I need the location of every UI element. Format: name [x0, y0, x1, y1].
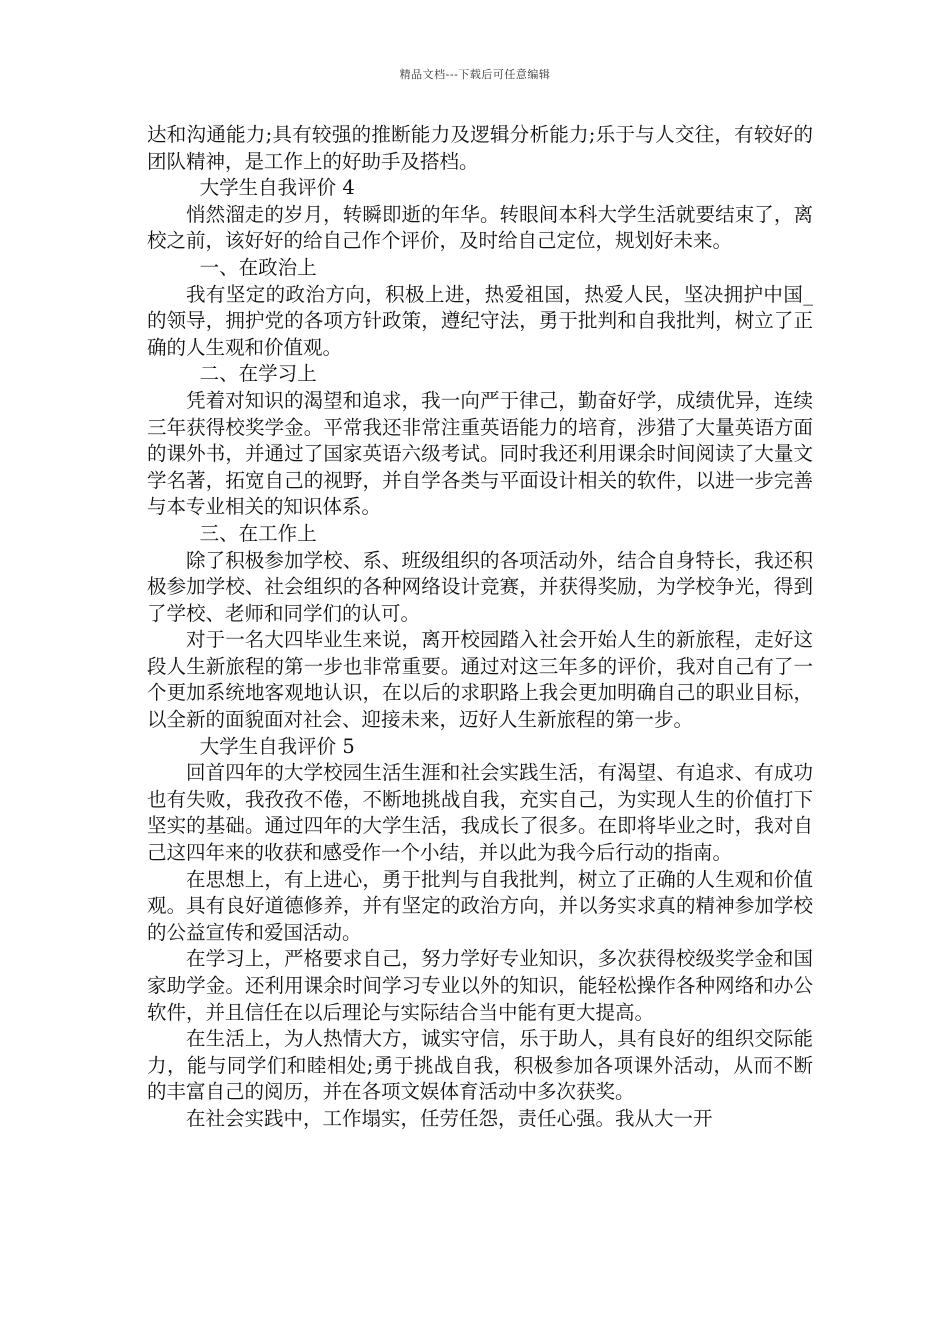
paragraph: 除了积极参加学校、系、班级组织的各项活动外，结合自身特长，我还积极参加学校、社会组织的各种网络设计竞赛，并获得奖励，为学校争光，得到了学校、老师和同学们的认可。 [147, 548, 813, 625]
paragraph: 在生活上，为人热情大方，诚实守信，乐于助人，具有良好的组织交际能力，能与同学们和睦相处;勇于挑战自我，积极参加各项课外活动，从而不断的丰富自己的阅历，并在各项文娱体育活动中多次获奖。 [147, 1027, 813, 1104]
document-body [147, 122, 813, 1133]
paragraph: 我有坚定的政治方向，积极上进，热爱祖国，热爱人民，坚决拥护中国_的领导，拥护党的各项方针政策，遵纪守法，勇于批判和自我批判，树立了正确的人生观和价值观。 [147, 282, 813, 359]
page-header: 精品文档---下载后可任意编辑 [399, 68, 551, 81]
paragraph: 悄然溜走的岁月，转瞬即逝的年华。转眼间本科大学生活就要结束了，离校之前，该好好的给自己作个评价，及时给自己定位，规划好未来。 [147, 202, 813, 253]
paragraph-continued: 达和沟通能力;具有较强的推断能力及逻辑分析能力;乐于与人交往，有较好的团队精神，是工作上的好助手及搭档。 [147, 123, 813, 173]
section-heading: 大学生自我评价 5 [199, 734, 355, 758]
paragraph: 在思想上，有上进心，勇于批判与自我批判，树立了正确的人生观和价值观。具有良好道德修养，并有坚定的政治方向，并以务实求真的精神参加学校的公益宣传和爱国活动。 [147, 867, 813, 944]
paragraph: 在学习上，严格要求自己，努力学好专业知识，多次获得校级奖学金和国家助学金。还利用课余时间学习专业以外的知识，能轻松操作各种网络和办公软件，并且信任在以后理论与实际结合当中能有更大提高。 [147, 947, 813, 1024]
paragraph: 对于一名大四毕业生来说，离开校园踏入社会开始人生的新旅程，走好这段人生新旅程的第一步也非常重要。通过对这三年多的评价，我对自己有了一个更加系统地客观地认识，在以后的求职路上我会更加明确自己的职业目标，以全新的面貌面对社会、迎接未来，迈好人生新旅程的第一步。 [147, 628, 813, 732]
paragraph: 凭着对知识的渴望和追求，我一向严于律己，勤奋好学，成绩优异，连续三年获得校奖学金。平常我还非常注重英语能力的培育，涉猎了大量英语方面的课外书，并通过了国家英语六级考试。同时我还利用课余时间阅读了大量文学名著，拓宽自己的视野，并自学各类与平面设计相关的软件，以进一步完善与本专业相关的知识体系。 [147, 388, 813, 519]
paragraph: 在社会实践中，工作塌实，任劳任怨，责任心强。我从大一开 [186, 1106, 713, 1130]
section-heading: 大学生自我评价 4 [199, 176, 355, 200]
section-heading: 三、在工作上 [199, 521, 317, 545]
section-heading: 一、在政治上 [199, 255, 317, 279]
section-heading: 二、在学习上 [199, 362, 317, 386]
paragraph: 回首四年的大学校园生活生涯和社会实践生活，有渴望、有追求、有成功也有失败，我孜孜不倦，不断地挑战自我，充实自己，为实现人生的价值打下坚实的基础。通过四年的大学生活，我成长了很多。在即将毕业之时，我对自己这四年来的收获和感受作一个小结，并以此为我今后行动的指南。 [147, 761, 813, 865]
